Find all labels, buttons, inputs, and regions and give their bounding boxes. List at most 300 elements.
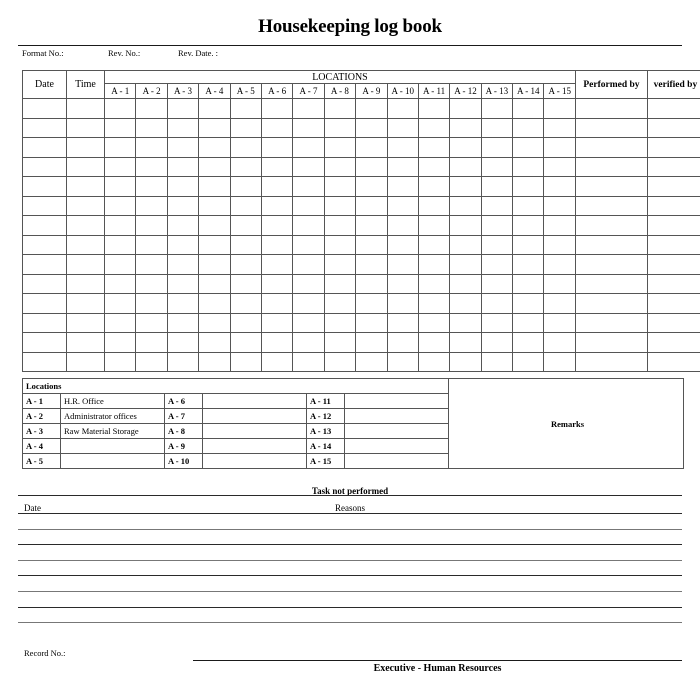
log-cell[interactable] bbox=[136, 294, 167, 314]
log-cell[interactable] bbox=[356, 235, 387, 255]
log-cell[interactable] bbox=[387, 216, 418, 236]
table-row[interactable] bbox=[23, 255, 700, 275]
log-cell[interactable] bbox=[167, 255, 198, 275]
task-blank-line[interactable] bbox=[18, 544, 682, 545]
log-cell[interactable] bbox=[167, 235, 198, 255]
log-cell[interactable] bbox=[481, 177, 512, 197]
log-cell[interactable] bbox=[647, 177, 700, 197]
log-cell[interactable] bbox=[67, 118, 105, 138]
log-cell[interactable] bbox=[575, 196, 647, 216]
log-cell[interactable] bbox=[261, 274, 292, 294]
log-cell[interactable] bbox=[324, 352, 355, 372]
log-cell[interactable] bbox=[387, 235, 418, 255]
log-cell[interactable] bbox=[293, 235, 324, 255]
legend-description-15[interactable] bbox=[345, 454, 449, 469]
log-cell[interactable] bbox=[23, 177, 67, 197]
log-cell[interactable] bbox=[293, 216, 324, 236]
log-cell[interactable] bbox=[199, 294, 230, 314]
log-cell[interactable] bbox=[418, 352, 449, 372]
log-cell[interactable] bbox=[450, 99, 481, 119]
log-cell[interactable] bbox=[418, 294, 449, 314]
log-cell[interactable] bbox=[230, 235, 261, 255]
log-cell[interactable] bbox=[324, 274, 355, 294]
log-cell[interactable] bbox=[105, 255, 136, 275]
log-cell[interactable] bbox=[647, 274, 700, 294]
log-cell[interactable] bbox=[105, 274, 136, 294]
log-cell[interactable] bbox=[647, 196, 700, 216]
log-cell[interactable] bbox=[450, 157, 481, 177]
legend-description-5[interactable] bbox=[61, 454, 165, 469]
table-row[interactable] bbox=[23, 352, 700, 372]
log-cell[interactable] bbox=[199, 255, 230, 275]
log-cell[interactable] bbox=[387, 352, 418, 372]
log-cell[interactable] bbox=[67, 235, 105, 255]
log-cell[interactable] bbox=[387, 157, 418, 177]
log-cell[interactable] bbox=[324, 333, 355, 353]
log-cell[interactable] bbox=[167, 138, 198, 158]
log-cell[interactable] bbox=[513, 118, 544, 138]
legend-description-12[interactable] bbox=[345, 409, 449, 424]
remarks-box[interactable]: Remarks bbox=[449, 379, 684, 469]
log-cell[interactable] bbox=[356, 333, 387, 353]
log-cell[interactable] bbox=[450, 235, 481, 255]
log-cell[interactable] bbox=[261, 216, 292, 236]
task-blank-line[interactable] bbox=[18, 513, 682, 514]
log-cell[interactable] bbox=[105, 235, 136, 255]
log-cell[interactable] bbox=[481, 216, 512, 236]
log-cell[interactable] bbox=[199, 157, 230, 177]
log-cell[interactable] bbox=[356, 216, 387, 236]
log-cell[interactable] bbox=[67, 138, 105, 158]
log-cell[interactable] bbox=[418, 157, 449, 177]
log-cell[interactable] bbox=[356, 157, 387, 177]
log-cell[interactable] bbox=[293, 294, 324, 314]
log-cell[interactable] bbox=[136, 99, 167, 119]
log-cell[interactable] bbox=[418, 138, 449, 158]
log-cell[interactable] bbox=[23, 274, 67, 294]
table-row[interactable] bbox=[23, 138, 700, 158]
log-cell[interactable] bbox=[481, 333, 512, 353]
log-cell[interactable] bbox=[105, 352, 136, 372]
task-blank-line[interactable] bbox=[18, 591, 682, 592]
log-cell[interactable] bbox=[481, 99, 512, 119]
log-cell[interactable] bbox=[136, 333, 167, 353]
legend-description-6[interactable] bbox=[203, 394, 307, 409]
log-cell[interactable] bbox=[513, 274, 544, 294]
log-cell[interactable] bbox=[67, 352, 105, 372]
log-cell[interactable] bbox=[544, 294, 575, 314]
log-cell[interactable] bbox=[324, 255, 355, 275]
legend-description-7[interactable] bbox=[203, 409, 307, 424]
log-cell[interactable] bbox=[293, 138, 324, 158]
log-cell[interactable] bbox=[199, 333, 230, 353]
log-cell[interactable] bbox=[481, 255, 512, 275]
log-cell[interactable] bbox=[293, 196, 324, 216]
table-row[interactable] bbox=[23, 157, 700, 177]
log-cell[interactable] bbox=[450, 352, 481, 372]
log-cell[interactable] bbox=[356, 274, 387, 294]
legend-description-9[interactable] bbox=[203, 439, 307, 454]
log-cell[interactable] bbox=[230, 294, 261, 314]
log-cell[interactable] bbox=[324, 138, 355, 158]
log-cell[interactable] bbox=[105, 333, 136, 353]
log-cell[interactable] bbox=[647, 138, 700, 158]
log-cell[interactable] bbox=[647, 99, 700, 119]
table-row[interactable] bbox=[23, 196, 700, 216]
log-cell[interactable] bbox=[136, 352, 167, 372]
log-cell[interactable] bbox=[418, 274, 449, 294]
log-cell[interactable] bbox=[387, 313, 418, 333]
log-cell[interactable] bbox=[647, 118, 700, 138]
log-cell[interactable] bbox=[387, 138, 418, 158]
log-cell[interactable] bbox=[261, 255, 292, 275]
log-cell[interactable] bbox=[293, 313, 324, 333]
log-cell[interactable] bbox=[544, 177, 575, 197]
table-row[interactable] bbox=[23, 216, 700, 236]
log-cell[interactable] bbox=[199, 352, 230, 372]
log-cell[interactable] bbox=[513, 138, 544, 158]
log-cell[interactable] bbox=[230, 118, 261, 138]
log-cell[interactable] bbox=[544, 216, 575, 236]
log-cell[interactable] bbox=[293, 118, 324, 138]
log-cell[interactable] bbox=[544, 255, 575, 275]
log-cell[interactable] bbox=[450, 138, 481, 158]
log-cell[interactable] bbox=[450, 333, 481, 353]
log-cell[interactable] bbox=[261, 99, 292, 119]
legend-description-11[interactable] bbox=[345, 394, 449, 409]
log-cell[interactable] bbox=[418, 313, 449, 333]
log-cell[interactable] bbox=[67, 216, 105, 236]
log-cell[interactable] bbox=[575, 313, 647, 333]
task-blank-line[interactable] bbox=[18, 529, 682, 530]
log-cell[interactable] bbox=[544, 313, 575, 333]
log-cell[interactable] bbox=[356, 138, 387, 158]
log-cell[interactable] bbox=[167, 333, 198, 353]
legend-description-13[interactable] bbox=[345, 424, 449, 439]
log-cell[interactable] bbox=[544, 157, 575, 177]
log-cell[interactable] bbox=[647, 352, 700, 372]
log-cell[interactable] bbox=[230, 99, 261, 119]
log-cell[interactable] bbox=[575, 216, 647, 236]
log-cell[interactable] bbox=[418, 99, 449, 119]
log-cell[interactable] bbox=[513, 255, 544, 275]
log-cell[interactable] bbox=[450, 294, 481, 314]
log-cell[interactable] bbox=[513, 294, 544, 314]
log-cell[interactable] bbox=[544, 138, 575, 158]
log-cell[interactable] bbox=[293, 352, 324, 372]
log-cell[interactable] bbox=[136, 313, 167, 333]
log-cell[interactable] bbox=[136, 157, 167, 177]
log-cell[interactable] bbox=[647, 157, 700, 177]
log-cell[interactable] bbox=[67, 99, 105, 119]
log-cell[interactable] bbox=[387, 294, 418, 314]
log-cell[interactable] bbox=[481, 352, 512, 372]
log-cell[interactable] bbox=[199, 235, 230, 255]
log-cell[interactable] bbox=[167, 274, 198, 294]
log-cell[interactable] bbox=[647, 216, 700, 236]
log-cell[interactable] bbox=[387, 118, 418, 138]
log-cell[interactable] bbox=[356, 352, 387, 372]
log-cell[interactable] bbox=[575, 157, 647, 177]
log-cell[interactable] bbox=[167, 216, 198, 236]
log-cell[interactable] bbox=[647, 294, 700, 314]
log-cell[interactable] bbox=[230, 313, 261, 333]
log-cell[interactable] bbox=[105, 138, 136, 158]
task-blank-line[interactable] bbox=[18, 607, 682, 608]
log-cell[interactable] bbox=[105, 157, 136, 177]
log-cell[interactable] bbox=[450, 216, 481, 236]
task-blank-line[interactable] bbox=[18, 575, 682, 576]
log-cell[interactable] bbox=[67, 196, 105, 216]
log-cell[interactable] bbox=[324, 294, 355, 314]
log-cell[interactable] bbox=[67, 177, 105, 197]
log-cell[interactable] bbox=[575, 255, 647, 275]
task-blank-line[interactable] bbox=[18, 560, 682, 561]
log-cell[interactable] bbox=[199, 138, 230, 158]
log-cell[interactable] bbox=[575, 99, 647, 119]
log-cell[interactable] bbox=[105, 294, 136, 314]
log-cell[interactable] bbox=[575, 294, 647, 314]
legend-description-3[interactable]: Raw Material Storage bbox=[61, 424, 165, 439]
log-cell[interactable] bbox=[167, 313, 198, 333]
log-cell[interactable] bbox=[261, 333, 292, 353]
log-cell[interactable] bbox=[67, 274, 105, 294]
log-cell[interactable] bbox=[293, 274, 324, 294]
task-blank-line[interactable] bbox=[18, 622, 682, 623]
log-cell[interactable] bbox=[418, 255, 449, 275]
log-cell[interactable] bbox=[575, 177, 647, 197]
log-cell[interactable] bbox=[199, 274, 230, 294]
log-cell[interactable] bbox=[324, 313, 355, 333]
log-cell[interactable] bbox=[575, 333, 647, 353]
log-cell[interactable] bbox=[136, 177, 167, 197]
log-cell[interactable] bbox=[167, 196, 198, 216]
legend-description-8[interactable] bbox=[203, 424, 307, 439]
log-cell[interactable] bbox=[356, 99, 387, 119]
log-cell[interactable] bbox=[356, 313, 387, 333]
log-cell[interactable] bbox=[513, 235, 544, 255]
log-cell[interactable] bbox=[387, 255, 418, 275]
log-cell[interactable] bbox=[418, 177, 449, 197]
log-cell[interactable] bbox=[418, 118, 449, 138]
log-cell[interactable] bbox=[230, 352, 261, 372]
log-cell[interactable] bbox=[261, 352, 292, 372]
log-cell[interactable] bbox=[481, 313, 512, 333]
log-cell[interactable] bbox=[230, 138, 261, 158]
log-cell[interactable] bbox=[23, 333, 67, 353]
log-cell[interactable] bbox=[199, 118, 230, 138]
log-cell[interactable] bbox=[324, 157, 355, 177]
log-cell[interactable] bbox=[324, 235, 355, 255]
log-cell[interactable] bbox=[230, 177, 261, 197]
log-cell[interactable] bbox=[167, 99, 198, 119]
log-cell[interactable] bbox=[199, 99, 230, 119]
log-cell[interactable] bbox=[387, 196, 418, 216]
log-cell[interactable] bbox=[105, 216, 136, 236]
log-cell[interactable] bbox=[575, 118, 647, 138]
log-cell[interactable] bbox=[67, 157, 105, 177]
log-cell[interactable] bbox=[23, 255, 67, 275]
log-cell[interactable] bbox=[513, 216, 544, 236]
log-cell[interactable] bbox=[418, 235, 449, 255]
log-cell[interactable] bbox=[136, 118, 167, 138]
log-cell[interactable] bbox=[575, 352, 647, 372]
log-cell[interactable] bbox=[67, 255, 105, 275]
log-cell[interactable] bbox=[23, 235, 67, 255]
log-cell[interactable] bbox=[23, 313, 67, 333]
log-cell[interactable] bbox=[356, 177, 387, 197]
log-cell[interactable] bbox=[136, 235, 167, 255]
log-cell[interactable] bbox=[544, 333, 575, 353]
log-cell[interactable] bbox=[324, 196, 355, 216]
log-cell[interactable] bbox=[356, 294, 387, 314]
log-cell[interactable] bbox=[293, 157, 324, 177]
legend-description-14[interactable] bbox=[345, 439, 449, 454]
log-cell[interactable] bbox=[324, 216, 355, 236]
log-cell[interactable] bbox=[261, 294, 292, 314]
log-cell[interactable] bbox=[324, 99, 355, 119]
log-cell[interactable] bbox=[418, 333, 449, 353]
log-cell[interactable] bbox=[647, 313, 700, 333]
log-cell[interactable] bbox=[544, 352, 575, 372]
log-cell[interactable] bbox=[230, 274, 261, 294]
log-cell[interactable] bbox=[544, 99, 575, 119]
log-cell[interactable] bbox=[23, 118, 67, 138]
table-row[interactable] bbox=[23, 99, 700, 119]
log-cell[interactable] bbox=[544, 196, 575, 216]
log-cell[interactable] bbox=[387, 177, 418, 197]
table-row[interactable] bbox=[23, 177, 700, 197]
log-cell[interactable] bbox=[356, 196, 387, 216]
log-cell[interactable] bbox=[418, 196, 449, 216]
log-cell[interactable] bbox=[575, 274, 647, 294]
legend-description-4[interactable] bbox=[61, 439, 165, 454]
log-cell[interactable] bbox=[647, 333, 700, 353]
log-cell[interactable] bbox=[261, 235, 292, 255]
log-cell[interactable] bbox=[105, 118, 136, 138]
log-cell[interactable] bbox=[136, 196, 167, 216]
log-cell[interactable] bbox=[230, 196, 261, 216]
log-cell[interactable] bbox=[167, 352, 198, 372]
table-row[interactable] bbox=[23, 235, 700, 255]
log-cell[interactable] bbox=[136, 255, 167, 275]
legend-description-1[interactable]: H.R. Office bbox=[61, 394, 165, 409]
log-cell[interactable] bbox=[23, 216, 67, 236]
log-cell[interactable] bbox=[105, 99, 136, 119]
log-cell[interactable] bbox=[67, 294, 105, 314]
log-cell[interactable] bbox=[450, 118, 481, 138]
log-cell[interactable] bbox=[67, 313, 105, 333]
log-cell[interactable] bbox=[136, 274, 167, 294]
table-row[interactable] bbox=[23, 118, 700, 138]
log-cell[interactable] bbox=[481, 274, 512, 294]
log-cell[interactable] bbox=[293, 99, 324, 119]
log-cell[interactable] bbox=[167, 157, 198, 177]
log-cell[interactable] bbox=[513, 313, 544, 333]
log-cell[interactable] bbox=[23, 99, 67, 119]
log-cell[interactable] bbox=[167, 177, 198, 197]
log-cell[interactable] bbox=[261, 196, 292, 216]
log-cell[interactable] bbox=[261, 157, 292, 177]
log-cell[interactable] bbox=[167, 294, 198, 314]
table-row[interactable] bbox=[23, 274, 700, 294]
log-cell[interactable] bbox=[418, 216, 449, 236]
log-cell[interactable] bbox=[23, 294, 67, 314]
log-cell[interactable] bbox=[481, 235, 512, 255]
log-cell[interactable] bbox=[136, 216, 167, 236]
log-cell[interactable] bbox=[261, 177, 292, 197]
log-cell[interactable] bbox=[67, 333, 105, 353]
log-cell[interactable] bbox=[481, 157, 512, 177]
log-cell[interactable] bbox=[230, 333, 261, 353]
log-cell[interactable] bbox=[230, 216, 261, 236]
table-row[interactable] bbox=[23, 294, 700, 314]
log-cell[interactable] bbox=[199, 177, 230, 197]
log-cell[interactable] bbox=[544, 235, 575, 255]
log-cell[interactable] bbox=[513, 177, 544, 197]
log-cell[interactable] bbox=[575, 138, 647, 158]
log-cell[interactable] bbox=[23, 196, 67, 216]
log-cell[interactable] bbox=[261, 313, 292, 333]
log-cell[interactable] bbox=[23, 157, 67, 177]
log-cell[interactable] bbox=[136, 138, 167, 158]
log-cell[interactable] bbox=[105, 313, 136, 333]
log-cell[interactable] bbox=[647, 255, 700, 275]
log-cell[interactable] bbox=[481, 294, 512, 314]
log-cell[interactable] bbox=[450, 177, 481, 197]
log-cell[interactable] bbox=[544, 118, 575, 138]
table-row[interactable] bbox=[23, 313, 700, 333]
log-cell[interactable] bbox=[513, 333, 544, 353]
log-cell[interactable] bbox=[450, 274, 481, 294]
log-cell[interactable] bbox=[199, 196, 230, 216]
log-cell[interactable] bbox=[167, 118, 198, 138]
log-cell[interactable] bbox=[450, 196, 481, 216]
log-cell[interactable] bbox=[105, 196, 136, 216]
log-cell[interactable] bbox=[481, 118, 512, 138]
log-cell[interactable] bbox=[199, 216, 230, 236]
log-cell[interactable] bbox=[387, 274, 418, 294]
log-cell[interactable] bbox=[513, 196, 544, 216]
log-cell[interactable] bbox=[324, 177, 355, 197]
log-cell[interactable] bbox=[513, 99, 544, 119]
log-cell[interactable] bbox=[230, 157, 261, 177]
log-cell[interactable] bbox=[513, 352, 544, 372]
log-cell[interactable] bbox=[23, 352, 67, 372]
log-cell[interactable] bbox=[105, 177, 136, 197]
log-cell[interactable] bbox=[481, 138, 512, 158]
log-cell[interactable] bbox=[387, 333, 418, 353]
log-cell[interactable] bbox=[647, 235, 700, 255]
legend-description-10[interactable] bbox=[203, 454, 307, 469]
log-cell[interactable] bbox=[23, 138, 67, 158]
log-cell[interactable] bbox=[544, 274, 575, 294]
log-cell[interactable] bbox=[356, 118, 387, 138]
log-cell[interactable] bbox=[293, 255, 324, 275]
log-cell[interactable] bbox=[356, 255, 387, 275]
log-cell[interactable] bbox=[293, 333, 324, 353]
log-cell[interactable] bbox=[261, 138, 292, 158]
log-cell[interactable] bbox=[324, 118, 355, 138]
log-cell[interactable] bbox=[199, 313, 230, 333]
log-cell[interactable] bbox=[230, 255, 261, 275]
log-cell[interactable] bbox=[261, 118, 292, 138]
log-cell[interactable] bbox=[575, 235, 647, 255]
log-cell[interactable] bbox=[387, 99, 418, 119]
log-cell[interactable] bbox=[513, 157, 544, 177]
legend-description-2[interactable]: Administrator offices bbox=[61, 409, 165, 424]
table-row[interactable] bbox=[23, 333, 700, 353]
